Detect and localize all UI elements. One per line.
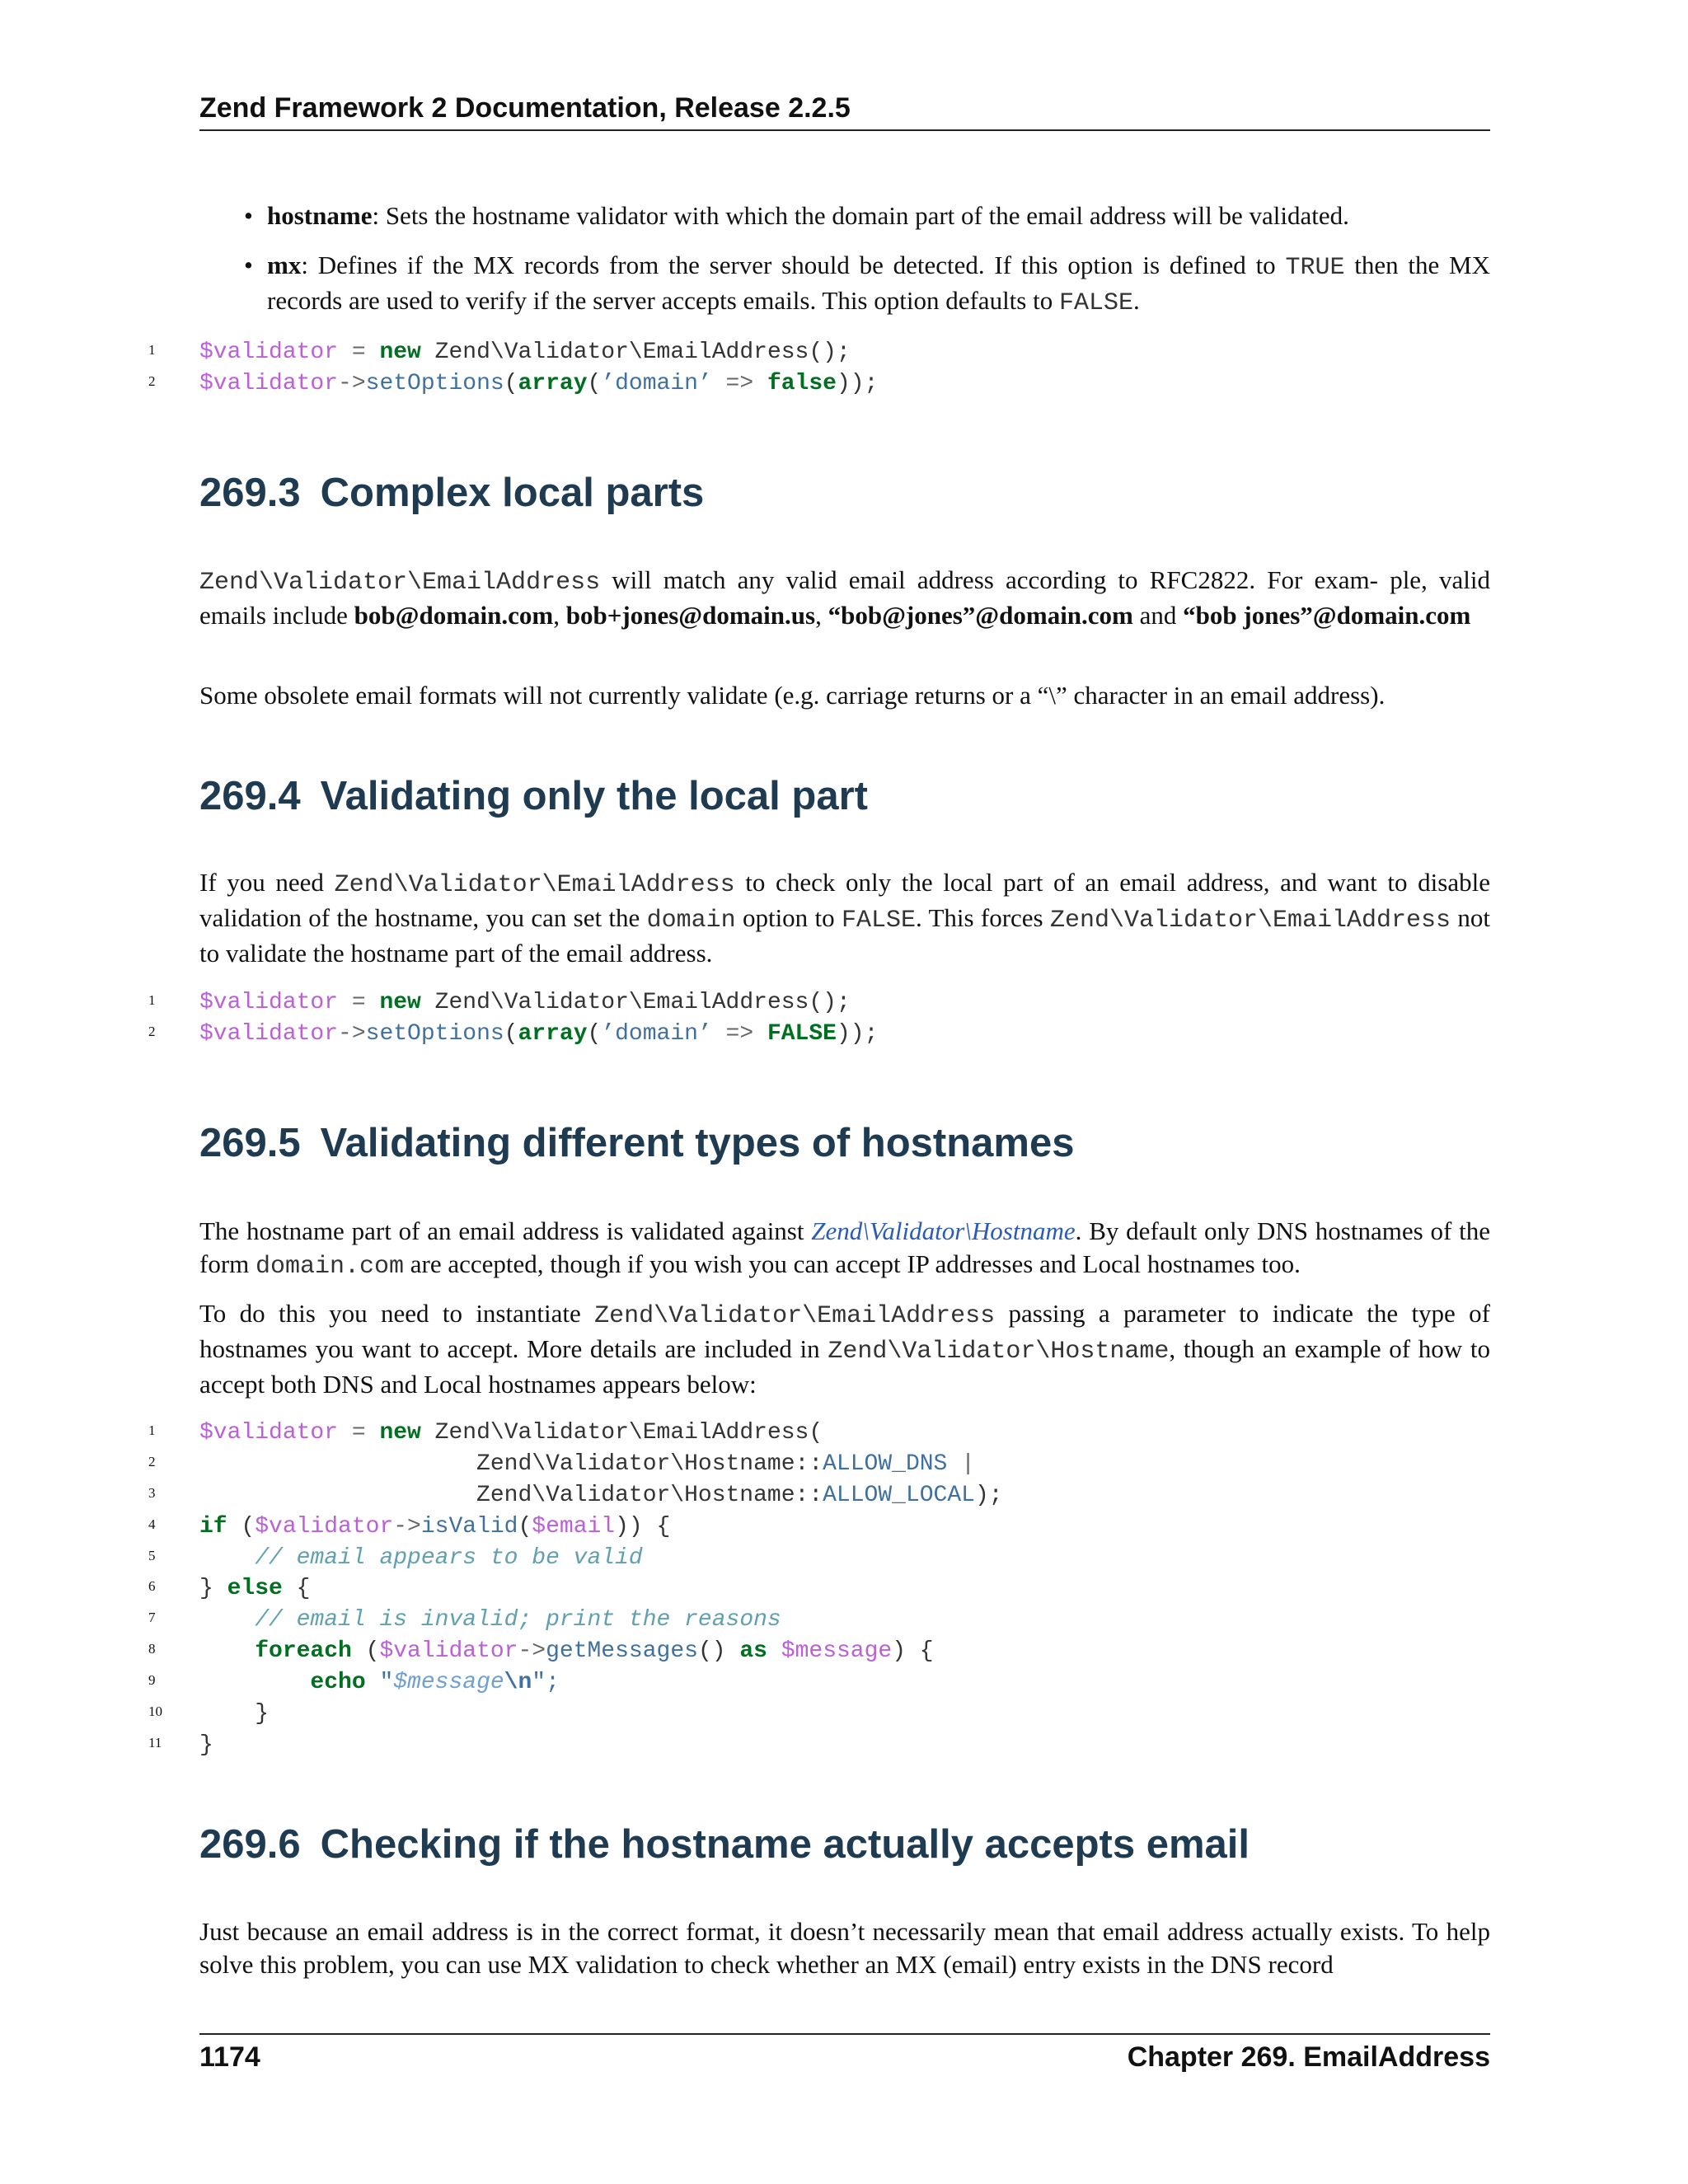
code-token: )); [836,1020,879,1047]
code-token: ) { [892,1638,934,1665]
chapter-title: Chapter 269. EmailAddress [1127,2041,1490,2073]
paragraph-mx-validation: Just because an email address is in the correct format, it doesn’t necessarily mean that email address actually exists. To help solve this problem, you can use MX validation to check whether an MX (email) entry exists in the DNS record [199,1917,1490,1979]
code-token: getMessages [546,1638,698,1665]
code-block: 1 $validator = new Zend\Validator\EmailAddress( 2 Zend\Validator\Hostname::ALLOW_DNS | 3 Zend\Validator\Hostname::ALLOW_LOCAL); 4 if ($validator->isValid($email)) { 5 // email appears to be valid 6 } else { 7 // email is invalid; print the reasons 8 foreach ($validator->getMessages() as $message) { 9 echo "$message\n"; 10 } 11 } [148,1419,1003,1758]
inline-code: Zend\Validator\EmailAddress [199,569,601,597]
running-header: Zend Framework 2 Documentation, Release 2.2.5 [199,92,851,124]
inline-code: FALSE [1058,289,1133,317]
code-token: )) { [615,1513,671,1540]
bullet-text: : Sets the hostname validator with which the domain part of the email address will be validated. [372,201,1349,230]
text: option to [735,903,842,932]
code-token: ); [974,1482,1003,1508]
code-token: Zend\Validator\EmailAddress(); [420,989,851,1015]
code-token [199,1670,310,1695]
code-token: | [947,1451,975,1477]
code-token: ALLOW_DNS [823,1451,948,1477]
section-title: Checking if the hostname actually accepts email [320,1822,1250,1867]
code-comment: // email appears to be valid [255,1544,643,1571]
text: not to validate the hostname part of the email address. [199,903,1490,968]
code-token: = [338,1419,380,1446]
section-heading [199,1821,1250,1868]
code-token [767,1638,781,1664]
bullet-term: hostname [267,201,373,230]
code-token [199,1607,255,1633]
code-token: Zend\Validator\Hostname:: [199,1451,823,1477]
code-token: } [199,1700,270,1727]
bullet-hostname [267,199,1490,232]
section-number: 269.4 [199,774,301,818]
code-block: 1 $validator = new Zend\Validator\EmailAddress(); 2 $validator->setOptions(array(’domain’ => false)); [148,339,879,396]
code-token: $validator [199,339,339,365]
code-token: ( [227,1513,256,1540]
code-token: )); [836,370,879,396]
code-token: as [739,1638,767,1665]
code-token: array [518,1020,588,1047]
text: and [1132,601,1184,630]
bullet-text: then the MX records are used to verify if the server accepts emails. This option defaults to [267,251,1490,315]
code-token: ’domain’ [601,1020,712,1047]
email-example: “bob jones”@domain.com [1183,601,1471,630]
code-token: $validator [255,1513,394,1540]
code-token: => [711,370,767,396]
code-token: Zend\Validator\EmailAddress( [420,1419,823,1446]
code-token: ( [504,1020,518,1047]
code-token: "; [532,1670,560,1696]
email-example: bob@domain.com [354,601,554,630]
code-token: Zend\Validator\EmailAddress(); [420,339,851,365]
code-token: new [379,989,421,1015]
paragraph-local-part [199,866,1490,970]
inline-code: TRUE [1285,254,1345,282]
paragraph-complex-local-parts [199,564,1490,632]
text: If you need [199,868,335,897]
code-token: $message [781,1638,893,1665]
code-token: = [338,989,380,1015]
code-token: => [711,1020,767,1047]
code-token: $validator [199,370,339,396]
code-token: else [227,1576,283,1602]
section-number: 269.5 [199,1121,301,1165]
code-token [199,1638,255,1664]
code-token: { [282,1576,311,1602]
inline-code: Zend\Validator\EmailAddress [334,871,735,899]
text: , [553,601,566,630]
code-token: new [379,1419,421,1446]
code-token: $validator [199,1419,339,1446]
bullet-text: : Defines if the MX records from the server should be detected. If this option is defined to [301,251,1286,279]
code-token: ( [504,370,518,396]
email-example: bob+jones@domain.us [565,601,816,630]
text: are accepted, though if you wish you can accept IP addresses and Local hostnames too. [404,1249,1301,1278]
section-number: 269.3 [199,471,301,515]
code-token: setOptions [365,370,504,396]
code-token [199,1544,255,1570]
code-token: ( [518,1513,532,1540]
text: , [815,601,828,630]
text: to check only the local part of an email address, and want to disable validation of the hostname, you can set the [199,868,1490,932]
bullet-term: mx [267,251,302,279]
text: , though an example of how to accept both DNS and Local hostnames appears below: [199,1334,1490,1399]
code-token: Zend\Validator\Hostname:: [199,1482,823,1508]
code-token: if [199,1513,227,1540]
inline-code: Zend\Validator\Hostname [828,1338,1170,1366]
code-token: " [365,1670,394,1696]
code-token: isValid [420,1513,518,1540]
code-token: } [199,1576,227,1602]
text: will match any valid email address according to RFC2822. For exam- ple, valid emails include [199,565,1490,630]
text: . By default only DNS hostnames of the form [199,1216,1490,1278]
section-title: Complex local parts [320,471,705,515]
code-token: -> [338,370,366,396]
code-token: ’domain’ [601,370,712,396]
bullet-marker: • [244,251,253,279]
section-title: Validating different types of hostnames [320,1121,1075,1165]
email-example: “bob@jones”@domain.com [828,601,1133,630]
section-heading [199,773,868,819]
footer-rule [199,2033,1490,2035]
hostname-link[interactable]: Zend\Validator\Hostname [811,1216,1076,1245]
code-token: () [697,1638,740,1665]
text: . This forces [915,903,1050,932]
paragraph-hostname-types [199,1297,1490,1401]
code-token: false [767,370,837,396]
code-token: new [379,339,421,365]
code-token: echo [310,1670,366,1696]
code-comment: // email is invalid; print the reasons [255,1607,781,1633]
text: The hostname part of an email address is validated against [199,1216,812,1245]
bullet-marker: • [244,201,253,230]
code-token: ( [587,1020,602,1047]
text: passing a parameter to indicate the type of hostnames you want to accept. More details are included in [199,1299,1490,1363]
code-token: \n [504,1670,532,1696]
code-token: $validator [199,1020,339,1047]
bullet-mx [267,249,1490,320]
code-token: array [518,370,588,396]
section-title: Validating only the local part [320,774,868,818]
code-token: = [338,339,380,365]
code-token: $message [393,1670,504,1696]
inline-code: Zend\Validator\EmailAddress [1049,907,1451,935]
code-token: $email [532,1513,616,1540]
code-token: FALSE [767,1020,837,1047]
inline-code: domain [646,907,736,935]
paragraph-obsolete-formats: Some obsolete email formats will not currently validate (e.g. carriage returns or a “\” character in an email address). [199,681,1386,710]
bullet-text: . [1133,286,1140,315]
code-token: $validator [199,989,339,1015]
inline-code: domain.com [256,1253,405,1281]
code-token: -> [393,1513,421,1540]
paragraph-hostname-validation [199,1215,1490,1283]
section-heading [199,470,704,516]
code-token: foreach [255,1638,352,1665]
section-number: 269.6 [199,1822,301,1867]
code-token: $validator [379,1638,518,1665]
code-token: setOptions [365,1020,504,1047]
code-block: 1 $validator = new Zend\Validator\EmailAddress(); 2 $validator->setOptions(array(’domain’ => FALSE)); [148,989,879,1047]
code-token: } [199,1732,213,1758]
header-rule [199,129,1490,131]
code-token: ALLOW_LOCAL [823,1482,975,1508]
text: To do this you need to instantiate [199,1299,595,1328]
inline-code: Zend\Validator\EmailAddress [594,1302,996,1330]
section-heading [199,1120,1074,1166]
inline-code: FALSE [841,907,916,935]
code-token: -> [518,1638,546,1665]
code-token: ( [351,1638,380,1665]
code-token: ( [587,370,602,396]
page-number: 1174 [199,2041,260,2073]
code-token: -> [338,1020,366,1047]
